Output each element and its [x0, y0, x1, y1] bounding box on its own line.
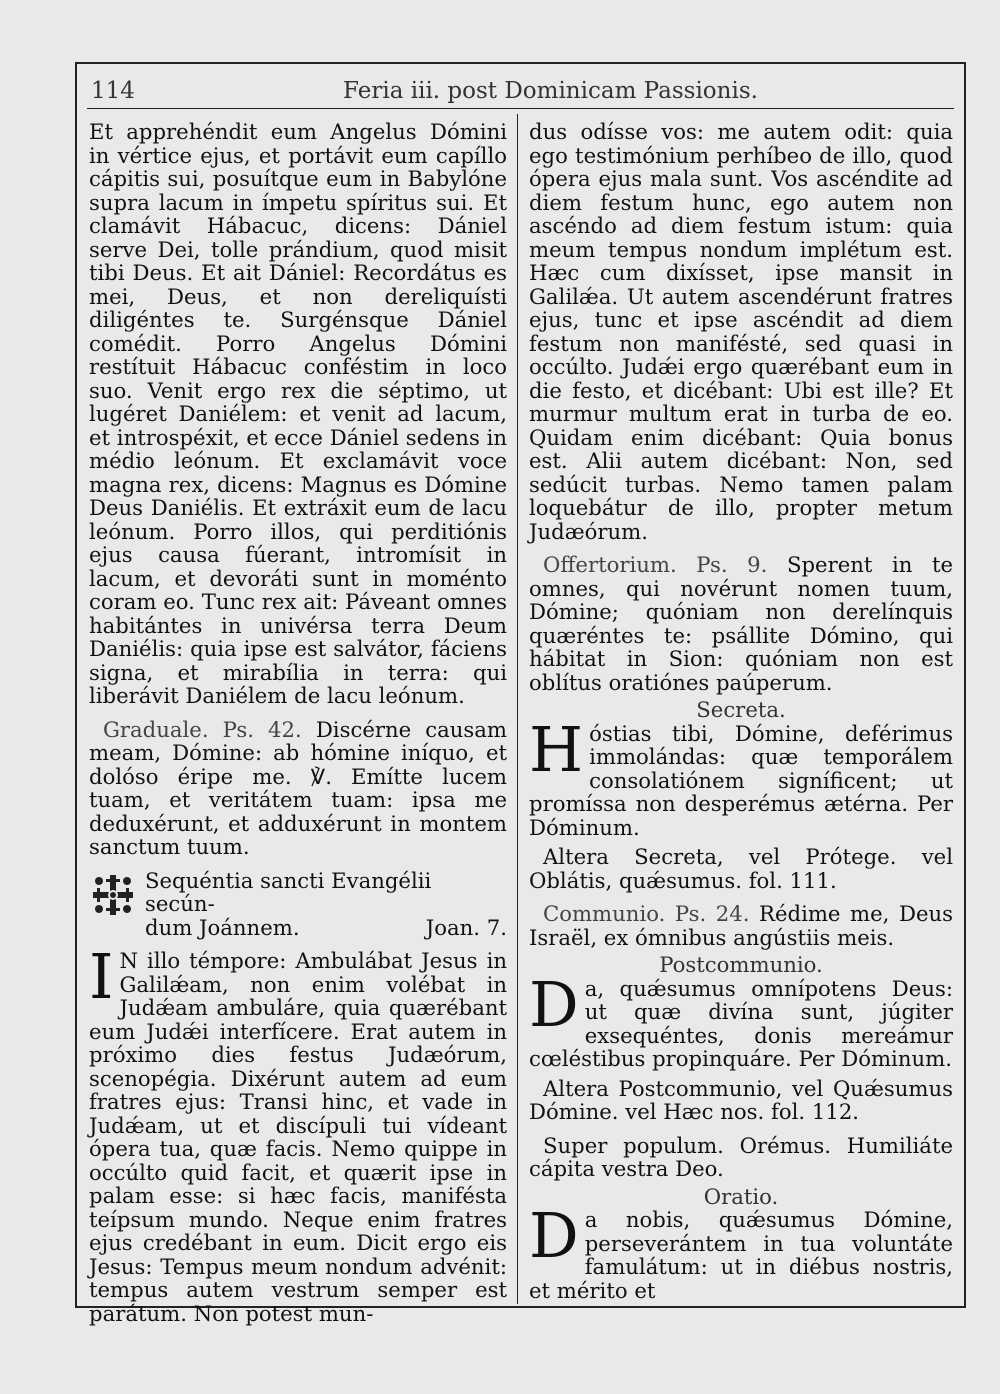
drop-cap-h: H — [529, 712, 584, 786]
page-frame — [75, 62, 966, 1326]
oratio-text: a nobis, quǽsumus Dómine, perseverántem in tua voluntáte famulátum: ut in diébus nostris, et mérito et — [529, 1207, 953, 1303]
postcommunio-title: Postcommunio. — [659, 952, 823, 977]
oratio-title: Oratio. — [703, 1183, 779, 1209]
secreta-text: óstias tibi, Dómine, deférimus immolándas: quæ temporálem consolatiónem signíficent; ut promíssa non desperémus ætérna. Per Dóminum. — [529, 720, 953, 840]
communio — [529, 902, 953, 949]
altera-postcommunio: Altera Postcommunio, vel Quǽsumus Dómine. vel Hæc nos. fol. 112. — [529, 1075, 953, 1124]
offertorium-text: Sperent in te omnes, qui novérunt nomen tuum, Dómine; quóniam non derelínquis quæréntes te: psállite Dómino, qui hábitat in Sion: quóniam non est oblítus oratiónes paúperum. — [529, 552, 954, 695]
page-number: 114 — [91, 78, 135, 104]
lesson-text: Et apprehéndit eum Angelus Dómini in vértice ejus, et portávit eum capíllo cápitis sui, posuítque eum in Babylóne supra lacum in ímpetu spíritus sui. Et clamávit Hábacuc, dicens: Dániel serve Dei, tolle prándium, quod misit tibi Deus. Et ait Dániel: Recordátus es mei, Deus, et non dereliquísti diligéntes te. Surgénsque Dániel comédit. Porro Angelus Dómini restítuit Hábacuc conféstim in loco suo. Venit ergo rex die séptimo, ut lugéret Daniélem: et venit ad lacum, et introspéxit, et ecce Dániel sedens in médio leónum. Et exclamávit voce magna rex, dicens: Magnus es Dómine Deus Daniélis. Et extráxit eum de lacu leónum. Porro illos, qui perditiónis ejus causa fúerant, intromísit in lacum, et devoráti sunt in moménto coram eo. Tunc rex ait: Páveant omnes habitántes in univérsa terra Deum Daniélis: quia ipse est salvátor, fáciens signa, et mirabília in terra: qui liberávit Daniélem de lacu leónum. — [89, 119, 507, 708]
communio-text: Rédime me, Deus Israël, ex ómnibus angústiis meis. — [529, 901, 954, 950]
super-populum: Super populum. Orémus. Humiliáte cápita vestra Deo. — [529, 1132, 953, 1181]
gospel-heading-line2: dum Joánnem. — [145, 914, 300, 940]
left-column — [89, 119, 507, 1326]
gospel-text — [89, 940, 507, 1326]
altera-secreta: Altera Secreta, vel Prótege. vel Oblátis, quǽsumus. fol. 111. — [529, 844, 953, 893]
drop-cap-i: I — [89, 940, 114, 1013]
gospel-heading-line1: Sequéntia sancti Evangélii secún- — [145, 867, 432, 916]
right-column — [529, 119, 954, 1303]
communio-label: Communio. Ps. 24. — [543, 901, 750, 926]
cross-ornament-icon — [89, 871, 137, 919]
gospel-continuation: dus odísse vos: me autem odit: quia ego testimónium perhíbeo de illo, quod ópera ejus mala sunt. Vos ascéndite ad diem festum hunc, ego autem non ascéndo ad diem festum istum: quia meum tempus nondum implétum est. Hæc cum dixísset, ipse mansit in Galilǽa. Ut autem ascendérunt fratres ejus, tunc et ipse ascéndit ad diem festum non manifésté, sed quasi in occúlto. Judǽi ergo quærébant eum in die festo, et dicébant: Ubi est ille? Et murmur multum erat in turba de eo. Quidam enim dicébant: Quia bonus est. Alii autem dicébant: Non, sed sedúcit turbas. Nemo tamen palam loquebátur de illo, propter metum Judæórum. — [529, 119, 953, 544]
secreta-title: Secreta. — [696, 697, 786, 722]
oratio — [529, 1199, 953, 1303]
gospel-heading — [89, 869, 507, 940]
secreta — [529, 712, 953, 840]
running-header — [87, 72, 954, 109]
offertorium — [529, 553, 953, 694]
column-divider — [517, 114, 518, 1304]
gospel-body: N illo témpore: Ambulábat Jesus in Galilǽam, non enim volébat in Judǽam ambuláre, quia quærébant eum Judǽi interfícere. Erat autem in próximo dies festus Judæórum, scenopégia. Dixérunt autem ad eum fratres ejus: Transi hinc, et vade in Judǽam, ut et discípuli tui vídeant ópera tua, quæ facis. Nemo quippe in occúlto quid facit, et quærit ipse in palam esse: si hæc facis, manifésta teípsum mundo. Neque enim fratres ejus credébant in eum. Dicit ergo eis Jesus: Tempus meum nondum advénit: tempus autem vestrum semper est parátum. Non potest mun- — [89, 948, 507, 1326]
page-title: Feria iii. post Dominicam Passionis. — [343, 78, 758, 104]
gospel-reference: Joan. 7. — [425, 914, 507, 940]
graduale — [89, 718, 507, 859]
graduale-text: Discérne causam meam, Dómine: ab hómine iníquo, et dolóso éripe me. ℣. Emítte lucem tuam, et veritátem tuam: ipsa me deduxérunt, et adduxérunt in montem sanctum tuum. — [89, 716, 507, 859]
postcommunio — [529, 967, 953, 1071]
drop-cap-d2: D — [529, 1199, 579, 1272]
offertorium-label: Offertorium. Ps. 9. — [543, 552, 768, 577]
postcommunio-text: a, quǽsumus omnípotens Deus: ut quæ divína sunt, júgiter exsequéntes, donis mereámur cœléstibus propinquáre. Per Dóminum. — [529, 975, 953, 1071]
drop-cap-d: D — [529, 967, 579, 1041]
graduale-label: Graduale. Ps. 42. — [103, 716, 302, 742]
